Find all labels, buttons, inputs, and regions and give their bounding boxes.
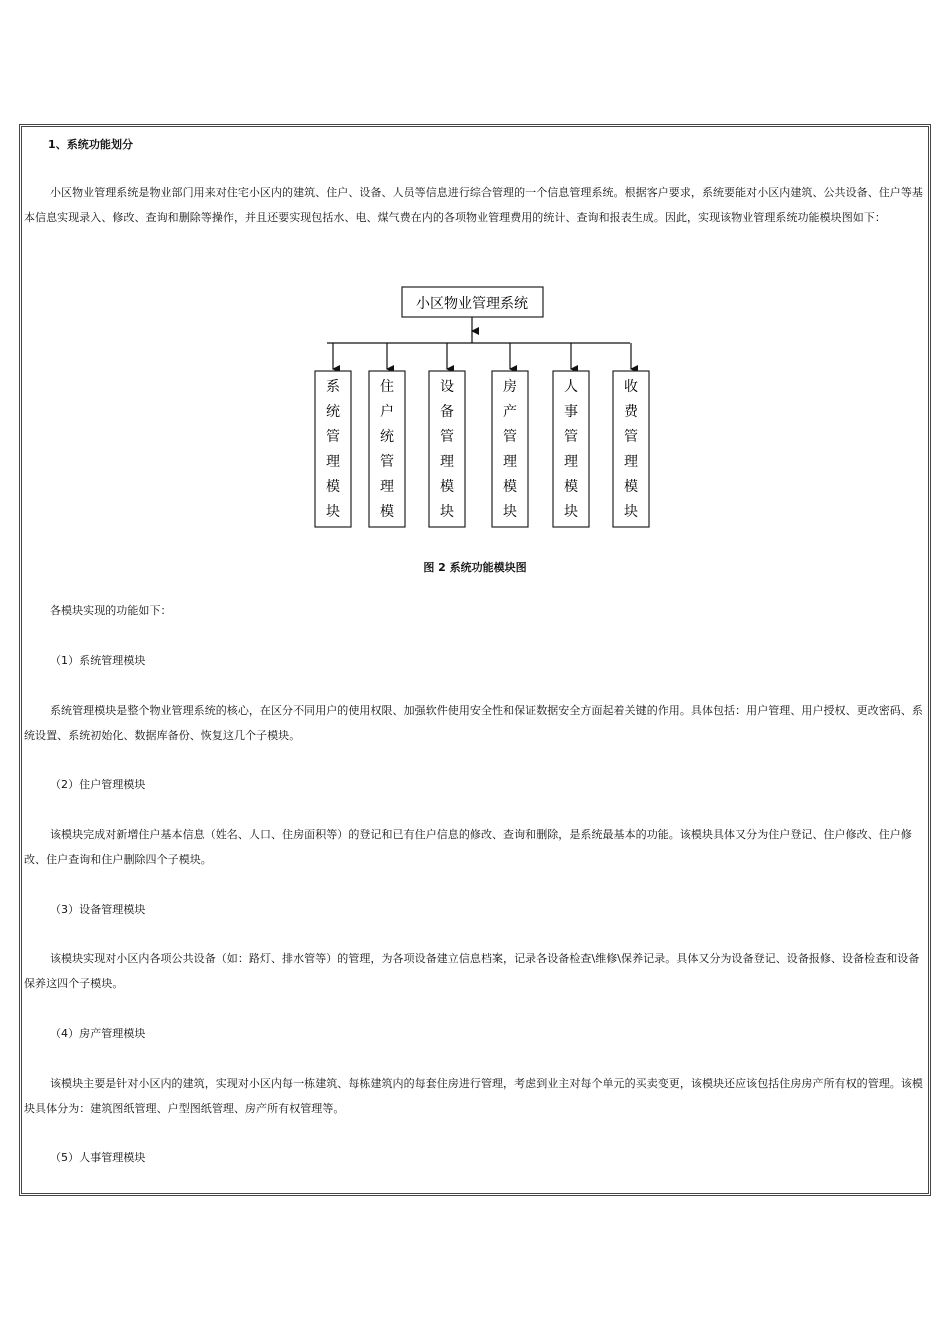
module-5-char-5: 模 — [564, 479, 578, 495]
module-2-char-4: 管 — [380, 454, 394, 470]
module-6-char-2: 费 — [624, 404, 638, 420]
module-3-char-5: 模 — [440, 479, 454, 495]
module-5-char-4: 理 — [564, 454, 578, 470]
module-6-char-4: 理 — [624, 454, 638, 470]
module-5-char-2: 事 — [564, 404, 578, 420]
module-4-char-4: 理 — [503, 454, 517, 470]
module-2-title: （2）住户管理模块 — [50, 778, 146, 791]
document-frame — [19, 124, 931, 1196]
section-heading: 1、系统功能划分 — [48, 138, 134, 151]
module-1-title: （1）系统管理模块 — [50, 654, 146, 667]
module-2-char-1: 住 — [380, 379, 394, 395]
module-1-char-3: 管 — [326, 429, 340, 445]
module-2-text: 该模块完成对新增住户基本信息（姓名、人口、住房面积等）的登记和已有住户信息的修改、查询和删除，是系统最基本的功能。该模块具体又分为住户登记、住户修改、住户修改、住户查询和住户删除四个子模块。 — [24, 828, 912, 866]
module-1-char-4: 理 — [326, 454, 340, 470]
module-1-char-1: 系 — [326, 379, 340, 395]
module-6-char-5: 模 — [624, 479, 638, 495]
module-1-text: 系统管理模块是整个物业管理系统的核心，在区分不同用户的使用权限、加强软件使用安全性和保证数据安全方面起着关键的作用。具体包括：用户管理、用户授权、更改密码、系统设置、系统初始化、数据库备份、恢复这几个子模块。 — [24, 704, 923, 742]
module-2-char-3: 统 — [380, 429, 394, 445]
diagram-caption: 图 2 系统功能模块图 — [423, 561, 527, 574]
root-label: 小区物业管理系统 — [416, 296, 528, 312]
module-3-char-1: 设 — [440, 379, 454, 395]
module-5-title: （5）人事管理模块 — [50, 1151, 146, 1164]
module-2-char-5: 理 — [380, 479, 394, 495]
module-2-char-2: 户 — [380, 404, 394, 420]
module-4-char-5: 模 — [503, 479, 517, 495]
module-3-char-2: 备 — [440, 404, 454, 420]
module-1-char-5: 模 — [326, 479, 340, 495]
module-1-char-6: 块 — [326, 504, 340, 520]
module-5-char-3: 管 — [564, 429, 578, 445]
module-6-char-6: 块 — [624, 504, 638, 520]
module-3-title: （3）设备管理模块 — [50, 903, 146, 916]
module-6-char-1: 收 — [624, 379, 638, 395]
lead-text: 各模块实现的功能如下： — [50, 604, 172, 617]
module-1-char-2: 统 — [326, 404, 340, 420]
module-6-char-3: 管 — [624, 429, 638, 445]
module-4-char-3: 管 — [503, 429, 517, 445]
module-boxes — [315, 343, 649, 527]
module-3-text: 该模块实现对小区内各项公共设备（如：路灯、排水管等）的管理，为各项设备建立信息档案，记录各设备检查\维修\保养记录。具体又分为设备登记、设备报修、设备检查和设备保养这四个子模块。 — [24, 952, 920, 990]
module-3-char-6: 块 — [440, 504, 454, 520]
module-4-char-2: 产 — [503, 404, 517, 420]
module-4-text: 该模块主要是针对小区内的建筑，实现对小区内每一栋建筑、每栋建筑内的每套住房进行管理，考虑到业主对每个单元的买卖变更，该模块还应该包括住房房产所有权的管理。该模块具体分为：建筑图纸管理、户型图纸管理、房产所有权管理等。 — [24, 1077, 923, 1115]
module-5-char-1: 人 — [564, 379, 578, 395]
intro-paragraph: 小区物业管理系统是物业部门用来对住宅小区内的建筑、住户、设备、人员等信息进行综合管理的一个信息管理系统。根据客户要求，系统要能对小区内建筑、公共设备、住户等基本信息实现录入、修改、查询和删除等操作，并且还要实现包括水、电、煤气费在内的各项物业管理费用的统计、查询和报表生成。因此，实现该物业管理系统功能模块图如下： — [24, 186, 923, 224]
module-diagram — [22, 127, 928, 547]
module-4-char-6: 块 — [503, 504, 517, 520]
module-3-char-4: 理 — [440, 454, 454, 470]
module-3-char-3: 管 — [440, 429, 454, 445]
module-5-char-6: 块 — [564, 504, 578, 520]
module-2-char-6: 模 — [380, 504, 394, 520]
module-4-char-1: 房 — [503, 379, 517, 395]
module-4-title: （4）房产管理模块 — [50, 1027, 146, 1040]
